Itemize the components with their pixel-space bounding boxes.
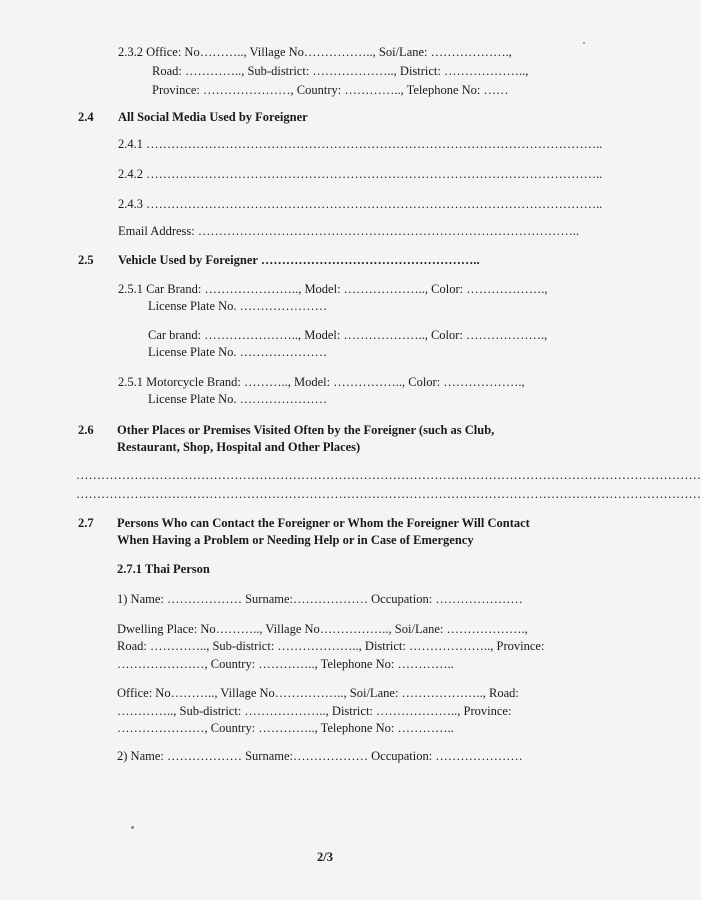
person-1-name-line: 1) Name: ……………… Surname:……………… Occupation: ………………… (117, 592, 523, 606)
dwelling-line-3: …………………, Country: ………….., Telephone No: ………….. (117, 657, 454, 671)
page-number: 2/3 (317, 850, 333, 864)
section-title-line-1: Persons Who can Contact the Foreigner or Whom the Foreigner Will Contact (117, 516, 530, 530)
section-number: 2.4 (78, 110, 94, 124)
car-1-plate: License Plate No. ………………… (148, 299, 328, 313)
motorcycle-line-1: 2.5.1 Motorcycle Brand: ……….., Model: …………….., Color: ………………., (118, 375, 525, 389)
scan-speck (583, 42, 585, 44)
car-2-line-1: Car brand: ………………….., Model: ……………….., Color: ………………., (148, 328, 548, 342)
office-line-1: 2.3.2 Office: No……….., Village No…………….., Soi/Lane: ………………., (118, 45, 512, 59)
section-number: 2.6 (78, 423, 94, 437)
office-line-2: ………….., Sub-district: ……………….., District: ……………….., Province: (117, 704, 512, 718)
subsection-title: 2.7.1 Thai Person (117, 562, 210, 576)
social-media-field-3[interactable]: 2.4.3 ……………………………………………………………………………………………….. (118, 197, 603, 211)
car-1-line-1: 2.5.1 Car Brand: ………………….., Model: ……………….., Color: ………………., (118, 282, 548, 296)
car-2-plate: License Plate No. ………………… (148, 345, 328, 359)
office-line-1: Office: No……….., Village No…………….., Soi/Lane: ……………….., Road: (117, 686, 519, 700)
social-media-field-2[interactable]: 2.4.2 ……………………………………………………………………………………………….. (118, 167, 603, 181)
places-field-2[interactable]: …………………………………………………………………………………………………………………………………… (76, 487, 701, 501)
places-field-1[interactable]: …………………………………………………………………………………………………………………………………… (76, 468, 701, 482)
dwelling-line-1: Dwelling Place: No……….., Village No…………….., Soi/Lane: ………………., (117, 622, 528, 636)
section-number: 2.5 (78, 253, 94, 267)
section-title-line-1: Other Places or Premises Visited Often by the Foreigner (such as Club, (117, 423, 495, 437)
scan-speck (131, 826, 134, 829)
section-title-line-2: When Having a Problem or Needing Help or in Case of Emergency (117, 533, 474, 547)
email-field[interactable]: Email Address: ……………………………………………………………………………….. (118, 224, 580, 238)
section-title: Vehicle Used by Foreigner …………………………………………….. (118, 253, 480, 267)
dwelling-line-2: Road: ………….., Sub-district: ……………….., District: ……………….., Province: (117, 639, 545, 653)
section-title: All Social Media Used by Foreigner (118, 110, 308, 124)
section-number: 2.7 (78, 516, 94, 530)
social-media-field-1[interactable]: 2.4.1 ……………………………………………………………………………………………….. (118, 137, 603, 151)
person-2-name-line: 2) Name: ……………… Surname:……………… Occupation: ………………… (117, 749, 523, 763)
office-line-3: Province: …………………, Country: ………….., Telephone No: …… (152, 83, 509, 97)
section-title-line-2: Restaurant, Shop, Hospital and Other Places) (117, 440, 361, 454)
office-line-2: Road: ………….., Sub-district: ……………….., District: ……………….., (152, 64, 529, 78)
office-line-3: …………………, Country: ………….., Telephone No: ………….. (117, 721, 454, 735)
motorcycle-plate: License Plate No. ………………… (148, 392, 328, 406)
